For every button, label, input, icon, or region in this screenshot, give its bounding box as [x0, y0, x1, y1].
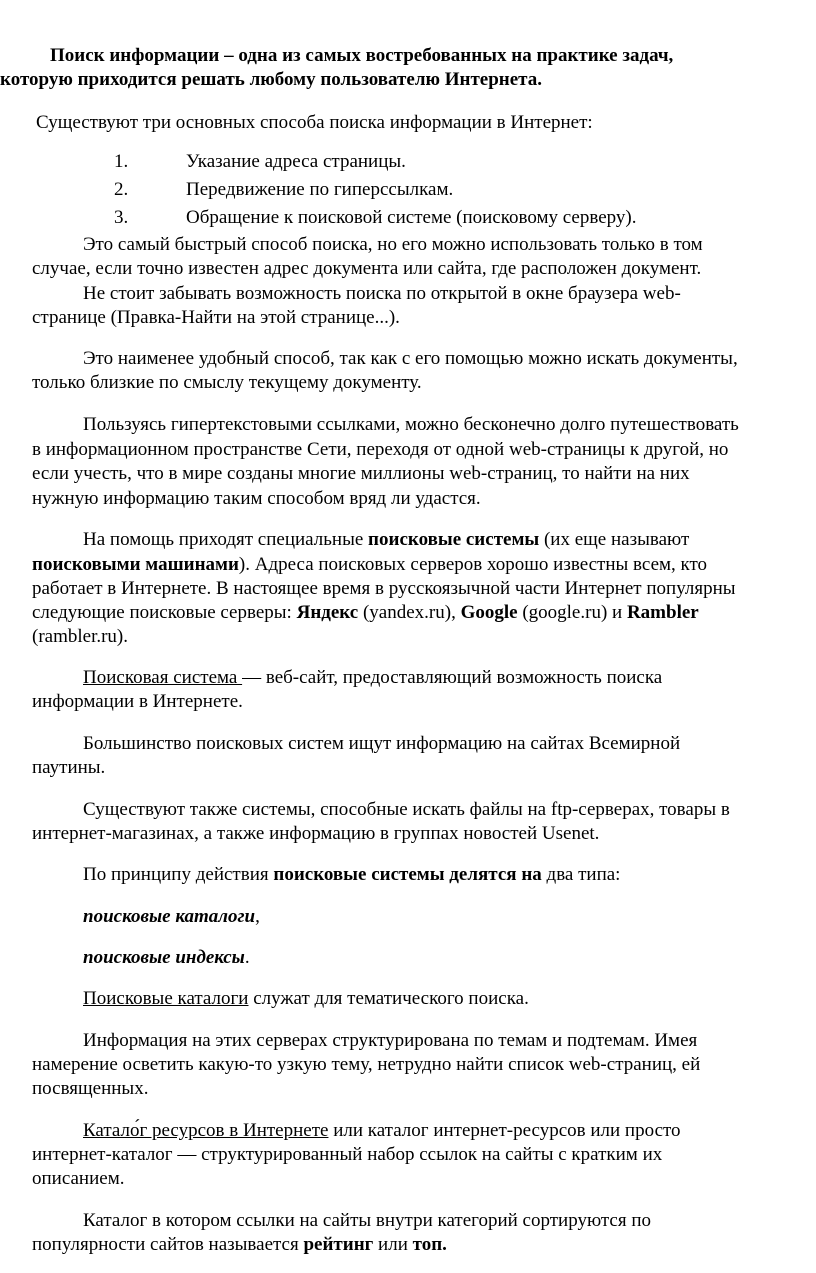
- rating-text: или: [373, 1234, 413, 1255]
- info-line-3: посвященных.: [32, 1078, 149, 1099]
- hyper-line-3: если учесть, что в мире созданы многие миллионы web-страниц, то найти на них: [32, 463, 690, 484]
- method-number: 2.: [114, 179, 129, 200]
- help-text: (их еще называют: [539, 529, 690, 550]
- type-catalogs: [83, 905, 260, 929]
- help-line-2: [32, 553, 707, 577]
- help-text: На помощь приходят специальные: [83, 529, 369, 550]
- catalogs-line: [83, 987, 529, 1011]
- also-line-2: интернет-магазинах, а также информацию в группах новостей Usenet.: [32, 823, 600, 844]
- bold-term-search-systems: поисковые системы: [368, 529, 540, 550]
- bold-types-phrase: поисковые системы делятся на: [273, 864, 542, 885]
- hyper-line-1: Пользуясь гипертекстовыми ссылками, можно бесконечно долго путешествовать: [83, 414, 739, 435]
- rating-line-1: Каталог в котором ссылки на сайты внутри категорий сортируются по: [83, 1210, 652, 1231]
- type-indexes: [83, 946, 250, 970]
- browser-line-1: Не стоит забывать возможность поиска по открытой в окне браузера web-: [83, 283, 681, 304]
- most-line-2: паутины.: [32, 757, 106, 778]
- fastest-line-2: случае, если точно известен адрес документа или сайта, где расположен документ.: [32, 258, 702, 279]
- method-text: Указание адреса страницы.: [186, 151, 406, 172]
- bold-google: Google: [460, 602, 518, 623]
- help-text: следующие поисковые серверы:: [32, 602, 297, 623]
- help-line-4: [32, 601, 699, 625]
- intro-paragraph: Существуют три основных способа поиска информации в Интернет:: [36, 112, 593, 133]
- underlined-term-catalogs: Поисковые каталоги: [83, 988, 249, 1009]
- types-text: два типа:: [541, 864, 621, 885]
- info-line-2: намерение осветить какую-то узкую тему, нетрудно найти список web-страниц, ей: [32, 1054, 701, 1075]
- least-line-1: Это наименее удобный способ, так как с его помощью можно искать документы,: [83, 348, 738, 369]
- method-number: 1.: [114, 151, 129, 172]
- catalog-def-line-1: [83, 1119, 681, 1143]
- underlined-term-resource-catalog: Катало́г ресурсов в Интернете: [83, 1120, 329, 1141]
- catalog-def-text: или каталог интернет-ресурсов или просто: [328, 1120, 681, 1141]
- definition-line-1: [83, 666, 662, 690]
- browser-line-2: странице (Правка-Найти на этой странице...).: [32, 307, 400, 328]
- method-item-1: [0, 150, 816, 174]
- catalog-def-line-3: описанием.: [32, 1168, 125, 1189]
- underlined-term-search-system: Поисковая система: [83, 667, 243, 688]
- catalog-def-line-2: интернет-каталог — структурированный набор ссылок на сайты с кратким их: [32, 1144, 663, 1165]
- types-line: [83, 863, 620, 887]
- bold-yandex: Яндекс: [296, 602, 359, 623]
- title-line-2: которую приходится решать любому пользователю Интернета.: [0, 69, 543, 90]
- bold-italic-term: поисковые каталоги: [83, 906, 256, 927]
- method-text: Передвижение по гиперссылкам.: [186, 179, 454, 200]
- punctuation: ,: [255, 906, 260, 927]
- catalogs-text: служат для тематического поиска.: [248, 988, 529, 1009]
- bold-rating: рейтинг: [303, 1234, 374, 1255]
- help-line-3: работает в Интернете. В настоящее время в русскоязычной части Интернет популярны: [32, 578, 736, 599]
- also-line-1: Существуют также системы, способные искать файлы на ftp-серверах, товары в: [83, 799, 730, 820]
- definition-text: — веб-сайт, предоставляющий возможность поиска: [242, 667, 663, 688]
- most-line-1: Большинство поисковых систем ищут информацию на сайтах Всемирной: [83, 733, 681, 754]
- help-line-1: [83, 528, 689, 552]
- help-line-5: (rambler.ru).: [32, 626, 129, 647]
- bold-italic-term: поисковые индексы: [83, 947, 245, 968]
- definition-line-2: информации в Интернете.: [32, 691, 243, 712]
- method-number: 3.: [114, 207, 129, 228]
- bold-rambler: Rambler: [626, 602, 699, 623]
- hyper-line-4: нужную информацию таким способом вряд ли удастся.: [32, 488, 481, 509]
- help-text: (yandex.ru),: [358, 602, 461, 623]
- info-line-1: Информация на этих серверах структурирована по темам и подтемам. Имея: [83, 1030, 698, 1051]
- method-item-2: [0, 178, 816, 202]
- help-text: ). Адреса поисковых серверов хорошо известны всем, кто: [238, 554, 708, 575]
- title-line-1: Поиск информации – одна из самых востребованных на практике задач,: [50, 45, 674, 66]
- least-line-2: только близкие по смыслу текущему документу.: [32, 372, 422, 393]
- bold-top: топ.: [412, 1234, 447, 1255]
- rating-line-2: [32, 1233, 447, 1257]
- hyper-line-2: в информационном пространстве Сети, переходя от одной web-страницы к другой, но: [32, 439, 729, 460]
- types-text: По принципу действия: [83, 864, 274, 885]
- method-item-3: [0, 206, 816, 230]
- fastest-line-1: Это самый быстрый способ поиска, но его можно использовать только в том: [83, 234, 703, 255]
- rating-text: популярности сайтов называется: [32, 1234, 304, 1255]
- punctuation: .: [244, 947, 250, 968]
- bold-term-search-machines: поисковыми машинами: [32, 554, 239, 575]
- help-text: (google.ru) и: [517, 602, 627, 623]
- method-text: Обращение к поисковой системе (поисковому серверу).: [186, 207, 637, 228]
